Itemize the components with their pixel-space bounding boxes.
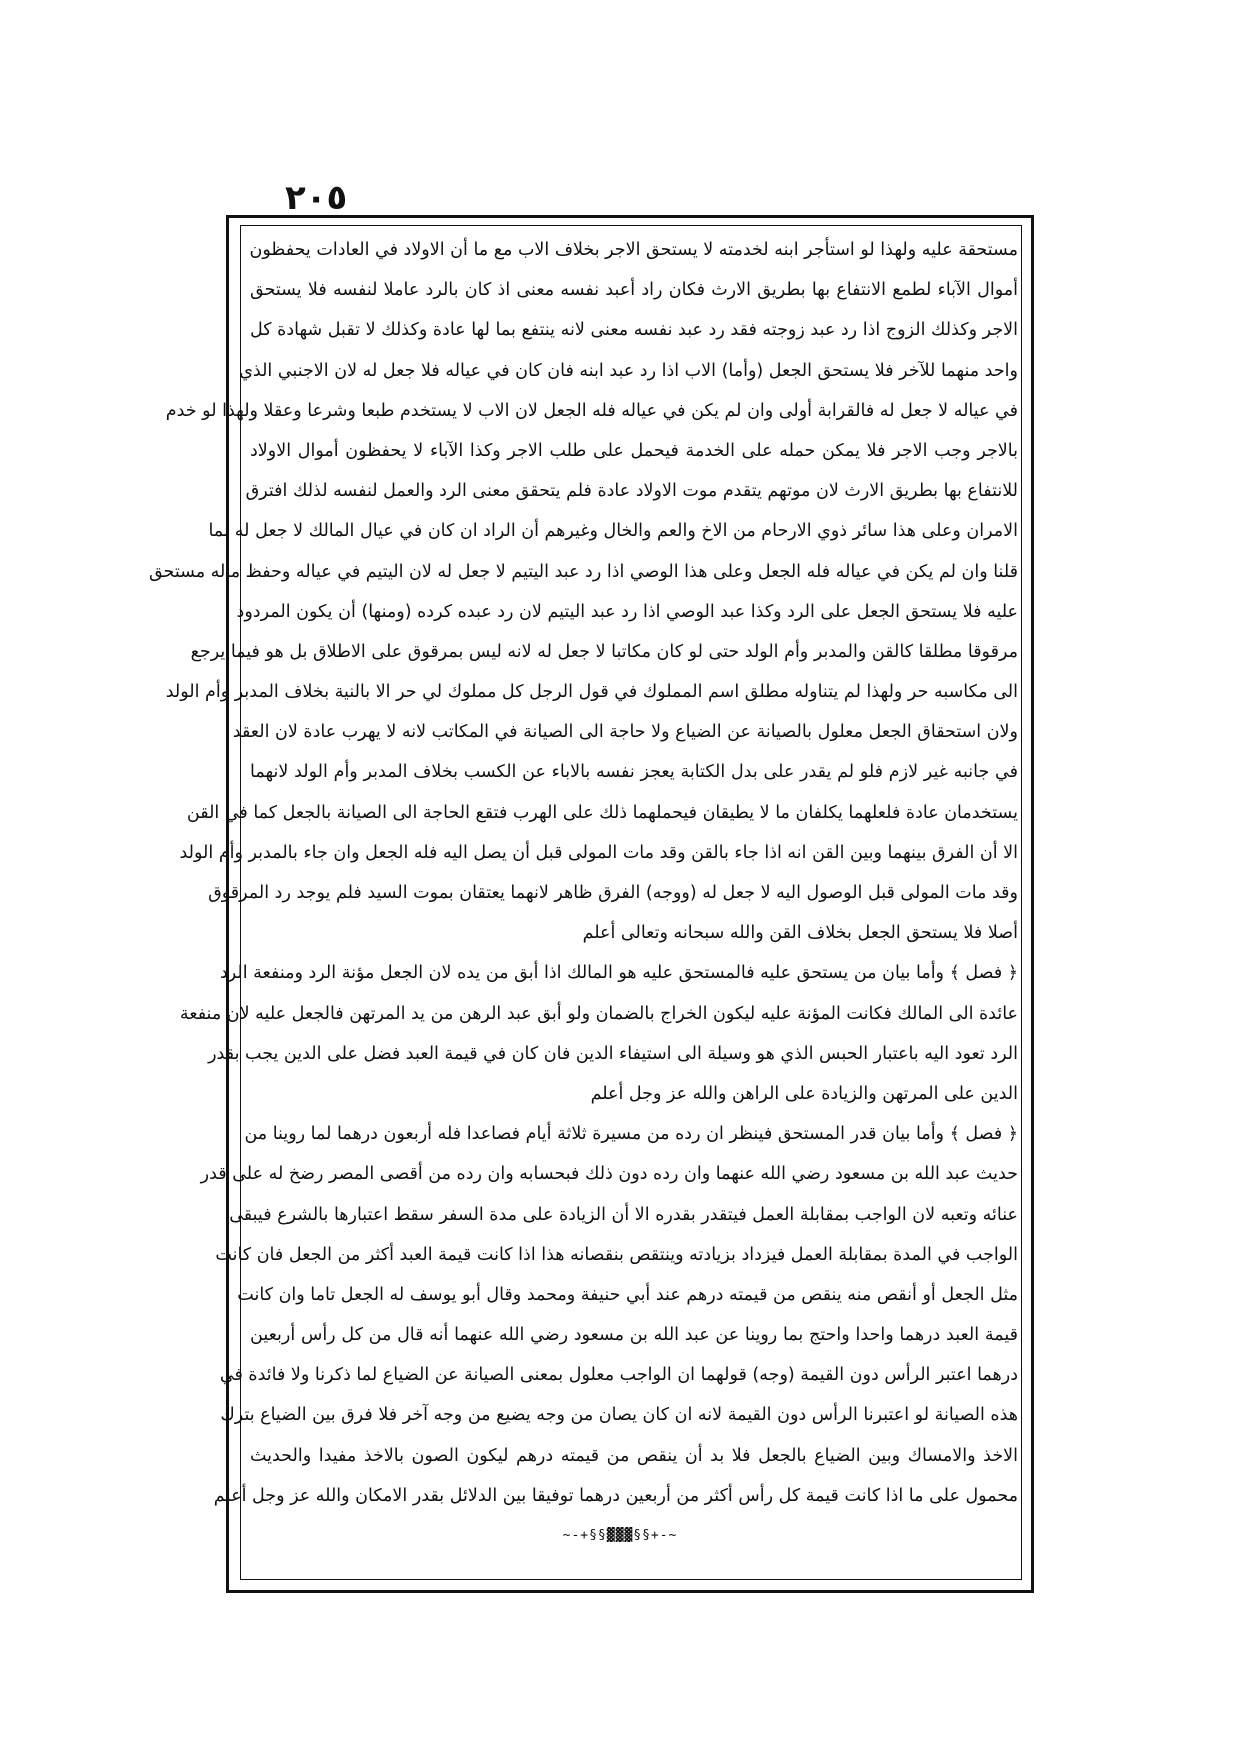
- text-line: واحد منهما للآخر فلا يستحق الجعل (وأما) الاب اذا رد عبد ابنه فان كان في عياله فلا جعل له لان الاجنبي الذي: [239, 360, 1018, 381]
- text-line: ﴿ فصل ﴾ وأما بيان من يستحق عليه فالمستحق عليه هو المالك اذا أبق من يده لان الجعل مؤنة الرد ومنفعة الرد: [219, 963, 1018, 984]
- page-number: ٢٠٥: [285, 178, 348, 218]
- text-line: ولان استحقاق الجعل معلول بالصيانة عن الضياع ولا حاجة الى الصيانة في المكاتب لانه لا يهرب عادة لان العقد: [232, 722, 1018, 743]
- text-line: مستحقة عليه ولهذا لو استأجر ابنه لخدمته لا يستحق الاجر بخلاف الاب مع ما أن الاولاد في العادات يحفظون: [249, 240, 1018, 260]
- text-line: بالاجر وجب الاجر فلا يمكن حمله على الخدمة فيحمل على طلب الاجر وكذا الآباء لا يحفظون أموال الاولاد: [250, 440, 1018, 461]
- text-line: أصلا فلا يستحق الجعل بخلاف القن والله سبحانه وتعالى أعلم: [582, 923, 1018, 944]
- footer-ornament: ~-+§§▓▓▓§§+-~: [562, 1528, 678, 1543]
- text-line: الاجر وكذلك الزوج اذا رد عبد زوجته فقد رد عبد نفسه معنى لانه ينتفع بما لها عادة وكذلك لا تقبل شهادة كل: [250, 320, 1018, 341]
- text-line: مثل الجعل أو أنقص منه ينقص من قيمته درهم عند أبي حنيفة ومحمد وقال أبو يوسف له الجعل تاما وان كانت: [237, 1284, 1018, 1305]
- text-line: للانتفاع بها بطريق الارث لان موتهم يتقدم موت الاولاد عادة فلم يتحقق معنى الرد والعمل لنفسه لذلك افترق: [245, 481, 1018, 502]
- text-line: مرقوقا مطلقا كالقن والمدبر وأم الولد حتى لو كان مكاتبا لا جعل له لانه ليس بمرقوق على الاطلاق بل هو فيما يرجع: [190, 641, 1018, 662]
- text-line: الرد تعود اليه باعتبار الحبس الذي هو وسيلة الى استيفاء الدين فان كان في قيمة العبد فضل على الدين يجب بقدر: [208, 1043, 1018, 1064]
- text-line: الاخذ والامساك وبين الضياع بالجعل فلا بد أن ينقص من قيمته درهم ليكون الصون بالاخذ مفيدا والحديث: [250, 1445, 1018, 1466]
- text-line: عنائه وتعبه لان الواجب بمقابلة العمل فيتقدر بقدره الا أن الزيادة على مدة السفر سقط اعتبارها بالشرع فيبقى: [229, 1204, 1018, 1225]
- text-line: في جانبه غير لازم فلو لم يقدر على بدل الكتابة يعجز نفسه بالاباء عن الكسب بخلاف المدبر وأم الولد لانهما: [250, 762, 1018, 783]
- text-line: الا أن الفرق بينهما وبين القن انه اذا جاء بالقن وقد مات المولى قبل أن يصل اليه فله الجعل وان جاء بالمدبر وأم الولد: [179, 842, 1018, 863]
- text-line: محمول على ما اذا كانت قيمة كل رأس أكثر من أربعين درهما توفيقا بين الدلائل بقدر الامكان والله عز وجل أعلم: [213, 1485, 1018, 1506]
- body-text: [148, 230, 1018, 1510]
- text-line: في عياله لا جعل له فالقرابة أولى وان لم يكن في عياله فله الجعل لان الاب لا يستخدم طبعا وشرعا وعقلا ولهذا لو خدم: [165, 400, 1018, 421]
- text-line: ﴿ فصل ﴾ وأما بيان قدر المستحق فينظر ان رده من مسيرة ثلاثة أيام فصاعدا فله أربعون درهما لما روينا من: [244, 1124, 1018, 1145]
- text-line: أموال الآباء لطمع الانتفاع بها بطريق الارث فكان راد أعبد نفسه معنى اذ كان بالرد عاملا لنفسه فلا يستحق: [250, 280, 1018, 301]
- text-line: وقد مات المولى قبل الوصول اليه لا جعل له (ووجه) الفرق ظاهر لانهما يعتقان بموت السيد فلم يوجد رد المرقوق: [208, 883, 1018, 903]
- text-line: الواجب في المدة بمقابلة العمل فيزداد بزيادته وينتقص بنقصانه هذا اذا كانت قيمة العبد أكثر من الجعل فان كانت: [215, 1244, 1018, 1265]
- text-line: الى مكاسبه حر ولهذا لم يتناوله مطلق اسم المملوك في قول الرجل كل مملوك لي حر الا بالنية بخلاف المدبر وأم الولد: [165, 682, 1018, 703]
- text-line: الدين على المرتهن والزيادة على الراهن والله عز وجل أعلم: [590, 1083, 1018, 1104]
- text-line: قيمة العبد درهما واحدا واحتج بما روينا عن عبد الله بن مسعود رضي الله عنهما أنه قال من كل رأس أربعين: [250, 1325, 1018, 1346]
- text-line: يستخدمان عادة فلعلهما يكلفان ما لا يطيقان فيحملهما ذلك على الهرب فتقع الحاجة الى الصيانة بالجعل كما في القن: [186, 802, 1018, 823]
- text-line: عليه فلا يستحق الجعل على الرد وكذا عبد الوصي اذا رد عبد اليتيم لان رد عبده كرده (ومنها) أن يكون المردود: [236, 601, 1018, 622]
- text-line: حديث عبد الله بن مسعود رضي الله عنهما وان رده دون ذلك فبحسابه وان رده من أقصى المصر رضخ له على قدر: [200, 1164, 1018, 1185]
- text-line: الامران وعلى هذا سائر ذوي الارحام من الاخ والعم والخال وغيرهم أن الراد ان كان في عيال المالك لا جعل له لما: [208, 521, 1018, 542]
- text-line: قلنا وان لم يكن في عياله فله الجعل وعلى هذا الوصي اذا رد عبد اليتيم لا جعل له لان اليتيم في عياله وحفظ ماله مستحق: [148, 561, 1018, 582]
- text-line: عائدة الى المالك فكانت المؤنة عليه ليكون الخراج بالضمان ولو أبق عبد الرهن من يد المرتهن فالجعل عليه لان منفعة: [179, 1003, 1018, 1024]
- text-line: درهما اعتبر الرأس دون القيمة (وجه) قولهما ان الواجب معلول بمعنى الصيانة عن الضياع لما ذكرنا ولا فائدة في: [219, 1365, 1018, 1386]
- text-line: هذه الصيانة لو اعتبرنا الرأس دون القيمة لانه ان كان يصان من وجه يضيع من وجه آخر فلا فرق بين الضياع بترك: [220, 1405, 1018, 1426]
